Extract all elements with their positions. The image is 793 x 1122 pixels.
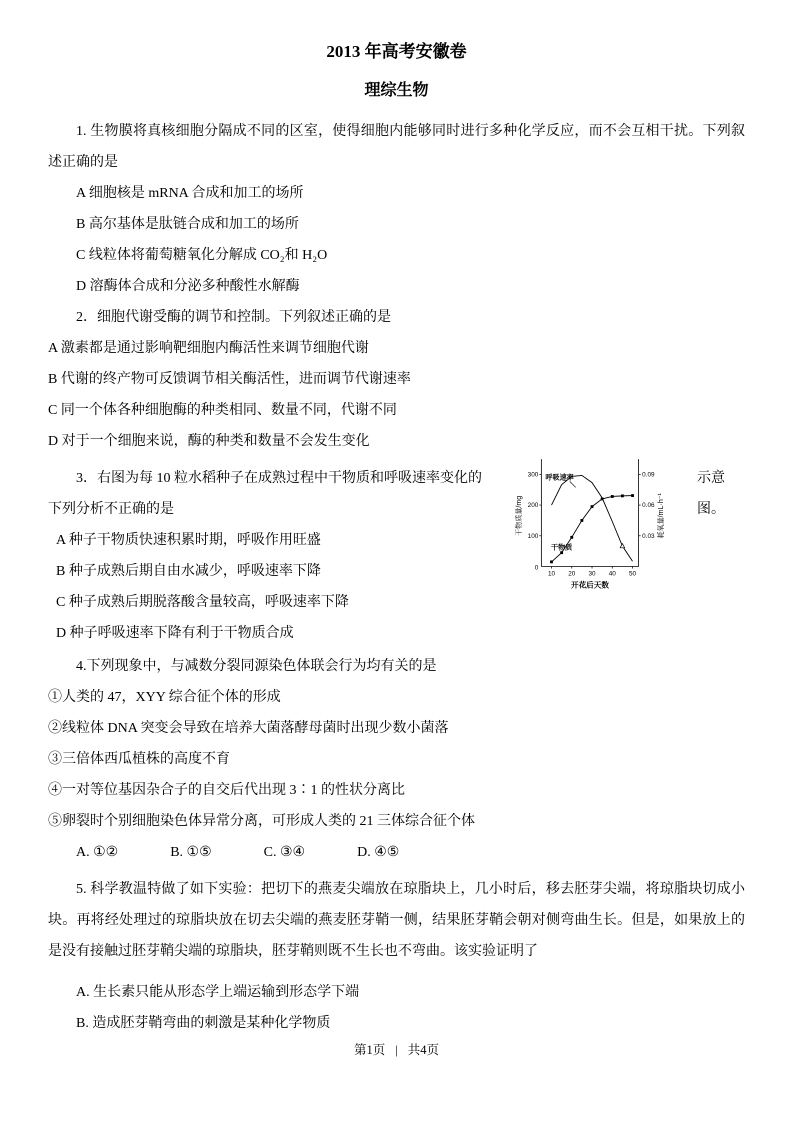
svg-text:300: 300 xyxy=(527,471,539,479)
footer-total-pages: 共4页 xyxy=(407,1043,440,1057)
q3-option-a: A 种子干物质快速积累时期，呼吸作用旺盛 xyxy=(56,533,321,548)
svg-text:10: 10 xyxy=(547,570,556,578)
svg-text:200: 200 xyxy=(527,502,539,510)
q4-answer-b: B. ①⑤ xyxy=(170,845,212,860)
svg-text:20: 20 xyxy=(568,570,576,578)
q1-option-b: B 高尔基体是肽链合成和加工的场所 xyxy=(76,217,299,232)
page-title: 2013 年高考安徽卷 xyxy=(326,42,467,61)
q1-option-a: A 细胞核是 mRNA 合成和加工的场所 xyxy=(76,186,304,201)
svg-text:0.03: 0.03 xyxy=(642,532,655,540)
q5-option-b: B. 造成胚芽鞘弯曲的刺激是某种化学物质 xyxy=(76,1016,331,1031)
svg-text:0.09: 0.09 xyxy=(642,471,655,479)
footer-page-number: 第1页 xyxy=(353,1043,386,1057)
q4-item-4: ④一对等位基因杂合子的自交后代出现 3∶1 的性状分离比 xyxy=(48,783,405,798)
svg-text:呼吸速率: 呼吸速率 xyxy=(545,473,574,482)
svg-text:0.06: 0.06 xyxy=(642,502,655,510)
q4-item-5: ⑤卵裂时个别细胞染色体异常分离，可形成人类的 21 三体综合征个体 xyxy=(48,814,475,829)
footer-separator: | xyxy=(395,1043,398,1057)
svg-text:干物质量/mg: 干物质量/mg xyxy=(515,495,524,536)
svg-text:开花后天数: 开花后天数 xyxy=(571,580,609,590)
svg-text:0: 0 xyxy=(534,564,539,572)
q2-option-c: C 同一个体各种细胞酶的种类相同、数量不同，代谢不同 xyxy=(48,403,397,418)
q4-item-1: ①人类的 47，XYY 综合征个体的形成 xyxy=(48,690,281,705)
q4-stem: 4.下列现象中，与减数分裂同源染色体联会行为均有关的是 xyxy=(76,659,437,674)
q3-stem-line2: 下列分析不正确的是 xyxy=(48,502,174,517)
q4-answer-d: D. ④⑤ xyxy=(357,845,400,860)
seed-chart-svg xyxy=(514,451,668,608)
q5-option-a: A. 生长素只能从形态学上端运输到形态学下端 xyxy=(76,985,360,1000)
q5-stem: 5. 科学教温特做了如下实验：把切下的燕麦尖端放在琼脂块上，几小时后，移去胚芽尖端，将琼脂块切成小块。再将经处理过的琼脂块放在切去尖端的燕麦胚芽鞘一侧，结果胚芽鞘会朝对侧弯曲生长。但是，如果放上的是没有接触过胚芽鞘尖端的琼脂块，胚芽鞘则既不生长也不弯曲。该实验证明了 xyxy=(48,882,745,959)
q4-answer-c: C. ③④ xyxy=(263,845,306,860)
q4-answer-a: A. ①② xyxy=(76,845,119,860)
q2-option-d: D 对于一个细胞来说，酶的种类和数量不会发生变化 xyxy=(48,434,370,449)
q2-option-a: A 激素都是通过影响靶细胞内酶活性来调节细胞代谢 xyxy=(48,341,369,356)
q2-option-b: B 代谢的终产物可反馈调节相关酶活性，进而调节代谢速率 xyxy=(48,372,411,387)
page-subtitle: 理综生物 xyxy=(364,82,429,99)
q3-stem: 3．右图为每 10 粒水稻种子在成熟过程中干物质和呼吸速率变化的 xyxy=(76,471,482,486)
svg-text:干物质: 干物质 xyxy=(551,543,573,552)
q3-option-c: C 种子成熟后期脱落酸含量较高，呼吸速率下降 xyxy=(56,595,349,610)
q3-option-b: B 种子成熟后期自由水减少，呼吸速率下降 xyxy=(56,564,321,579)
q4-answer-row xyxy=(48,837,745,868)
q1-option-c: C 线粒体将葡萄糖氧化分解成 CO₂和 H₂O xyxy=(76,248,328,263)
page-footer xyxy=(0,1040,793,1058)
svg-text:100: 100 xyxy=(527,532,539,540)
q3-stem-after-chart: 示意图。 xyxy=(697,471,725,517)
svg-text:耗氧量/mL·h⁻¹: 耗氧量/mL·h⁻¹ xyxy=(656,493,665,539)
svg-text:50: 50 xyxy=(628,570,637,578)
q3-text xyxy=(48,463,516,649)
q3-block xyxy=(48,463,745,651)
svg-text:40: 40 xyxy=(608,570,616,578)
q2-stem: 2．细胞代谢受酶的调节和控制。下列叙述正确的是 xyxy=(76,310,391,325)
q3-option-d: D 种子呼吸速率下降有利于干物质合成 xyxy=(56,626,294,641)
page-content xyxy=(48,40,745,1039)
q1-stem: 1. 生物膜将真核细胞分隔成不同的区室，使得细胞内能够同时进行多种化学反应，而不会互相干扰。下列叙述正确的是 xyxy=(48,124,745,170)
seed-maturation-chart xyxy=(514,451,668,608)
q4-item-2: ②线粒体 DNA 突变会导致在培养大菌落酵母菌时出现少数小菌落 xyxy=(48,721,449,736)
q4-item-3: ③三倍体西瓜植株的高度不育 xyxy=(48,752,230,767)
q1-option-d: D 溶酶体合成和分泌多种酸性水解酶 xyxy=(76,279,300,294)
svg-text:30: 30 xyxy=(588,570,596,578)
